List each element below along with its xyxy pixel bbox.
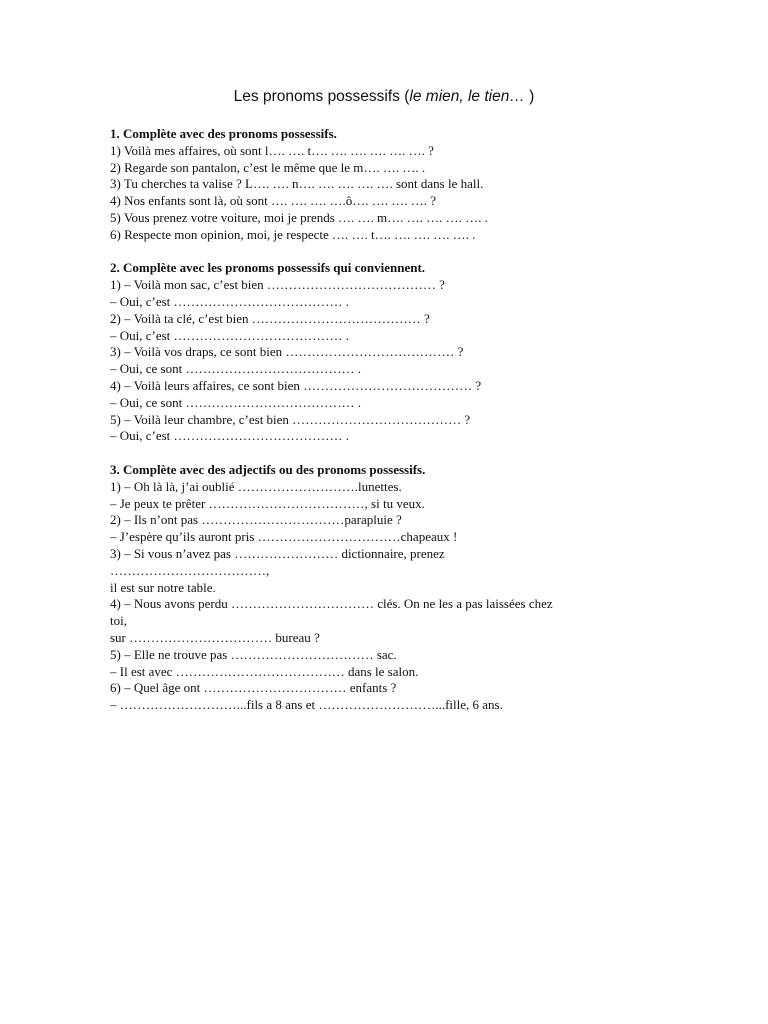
- exercise-line: 1) – Voilà mon sac, c’est bien ………………………………… ?: [110, 277, 445, 293]
- exercise-line: 3) Tu cherches ta valise ? L…. …. n…. …. …. …. …. sont dans le hall.: [110, 176, 484, 192]
- exercise-line: 4) Nos enfants sont là, où sont …. …. …. ….ô…. …. …. …. ?: [110, 193, 437, 209]
- exercise-line: – Oui, ce sont ………………………………… .: [110, 394, 361, 410]
- exercise-line: il est sur notre table.: [110, 579, 216, 595]
- exercise-line: 1) Voilà mes affaires, où sont l…. …. t…. …. …. …. …. …. ?: [110, 142, 434, 158]
- exercise-line: 2) Regarde son pantalon, c’est le même que le m…. …. …. .: [110, 159, 426, 175]
- exercise-line: 5) – Elle ne trouve pas …………………………… sac.: [110, 646, 397, 662]
- exercise-line: – Oui, c’est ………………………………… .: [110, 293, 350, 309]
- exercise-line: ………………………………,: [110, 562, 270, 578]
- exercise-line: 4) – Nous avons perdu …………………………… clés. On ne les a pas laissées chez: [110, 596, 553, 612]
- exercise-line: 6) – Quel âge ont …………………………… enfants ?: [110, 680, 397, 696]
- section-spacer: [110, 445, 650, 462]
- exercise-line: – Il est avec ………………………………… dans le salon.: [110, 663, 419, 679]
- title-italic: le mien, le tien…: [409, 88, 525, 105]
- section-2-heading: 2. Complète avec les pronoms possessifs qui conviennent.: [110, 260, 426, 276]
- exercise-line: 5) – Voilà leur chambre, c’est bien ………………………………… ?: [110, 411, 471, 427]
- exercise-line: 2) – Ils n’ont pas ……………………………parapluie ?: [110, 512, 402, 528]
- exercise-line: 6) Respecte mon opinion, moi, je respecte …. …. t…. …. …. …. …. .: [110, 226, 476, 242]
- page-title: [0, 87, 768, 107]
- exercise-line: 2) – Voilà ta clé, c’est bien ………………………………… ?: [110, 310, 430, 326]
- exercise-line: 5) Vous prenez votre voiture, moi je prends …. …. m…. …. …. …. …. .: [110, 209, 488, 225]
- section-3-heading: 3. Complète avec des adjectifs ou des pronoms possessifs.: [110, 461, 426, 477]
- exercise-line: 3) – Si vous n’avez pas …………………… dictionnaire, prenez: [110, 545, 445, 561]
- section-1-heading: 1. Complète avec des pronoms possessifs.: [110, 126, 337, 141]
- exercise-line: toi,: [110, 613, 127, 629]
- exercise-line: – ………………………...fils a 8 ans et ………………………...fille, 6 ans.: [110, 697, 503, 713]
- exercise-line: – Je peux te prêter ………………………………, si tu veux.: [110, 495, 425, 511]
- exercise-line: – Oui, ce sont ………………………………… .: [110, 361, 361, 377]
- exercise-line: – Oui, c’est ………………………………… .: [110, 428, 350, 444]
- title-main: Les pronoms possessifs (: [233, 88, 410, 105]
- exercise-line: 3) – Voilà vos draps, ce sont bien ………………………………… ?: [110, 344, 464, 360]
- worksheet-content: [110, 126, 650, 714]
- exercise-line: 1) – Oh là là, j’ai oublié ……………………….lunettes.: [110, 478, 402, 494]
- section-spacer: [110, 244, 650, 261]
- exercise-line: – Oui, c’est ………………………………… .: [110, 327, 350, 343]
- exercise-line: – J’espère qu’ils auront pris ……………………………chapeaux !: [110, 529, 458, 545]
- title-end: ): [524, 88, 535, 105]
- exercise-line: sur …………………………… bureau ?: [110, 629, 320, 645]
- exercise-line: 4) – Voilà leurs affaires, ce sont bien ………………………………… ?: [110, 377, 482, 393]
